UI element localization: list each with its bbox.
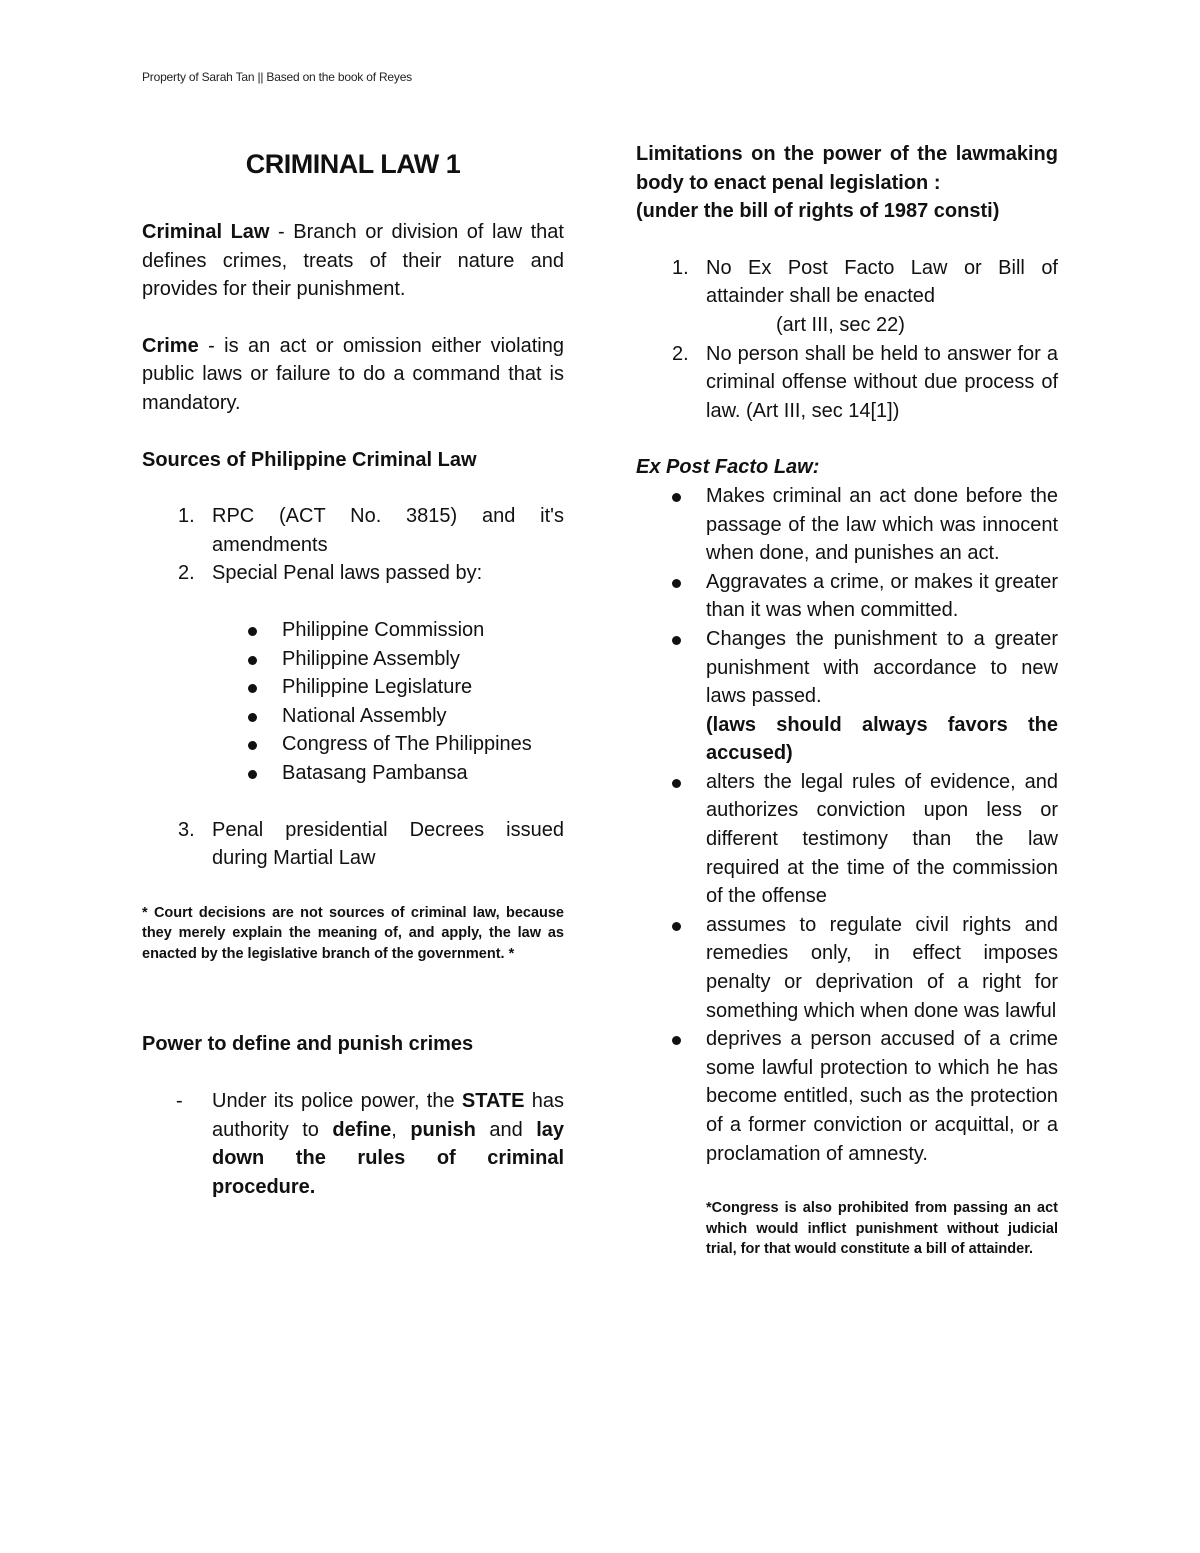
bullet-icon <box>672 579 681 588</box>
bullet-icon <box>672 493 681 502</box>
list-item-text: Batasang Pambansa <box>282 761 468 784</box>
congress-note: *Congress is also prohibited from passing an act which would inflict punishment without judicial trial, for that would constitute a bill of attainder. <box>706 1200 1058 1258</box>
bullet-icon <box>672 922 681 931</box>
left-column <box>142 140 564 1201</box>
list-item-text: RPC (ACT No. 3815) and it's amendments <box>212 505 564 556</box>
list-item <box>142 616 564 645</box>
article-reference: (art III, sec 22) <box>776 313 905 336</box>
list-item <box>636 254 1058 311</box>
list-item-text: Makes criminal an act done before the passage of the law which was innocent when done, and punishes an act. <box>706 484 1058 565</box>
criminal-law-def-text: - Branch or division of law that defines crimes, treats of their nature and provides for their punishment. <box>142 221 564 301</box>
list-item <box>142 702 564 731</box>
power-text <box>212 1090 564 1198</box>
list-item-text: Philippine Assembly <box>282 647 460 670</box>
list-item-text: assumes to regulate civil rights and remedies only, in effect imposes penalty or deprivation of a right for something which when done was lawful <box>706 913 1058 1022</box>
bullet-icon <box>248 713 257 722</box>
favor-accused-note: (laws should always favors the accused) <box>706 713 1058 765</box>
list-item-text: Changes the punishment to a greater punishment with accordance to new laws passed. <box>706 627 1058 708</box>
sources-heading: Sources of Philippine Criminal Law <box>142 448 477 471</box>
power-text-part: , <box>391 1118 411 1141</box>
list-item-text: Philippine Legislature <box>282 676 473 699</box>
list-item <box>142 645 564 674</box>
crime-term: Crime <box>142 334 199 357</box>
list-item <box>636 625 1058 711</box>
list-item-text: Special Penal laws passed by: <box>212 562 483 585</box>
criminal-law-definition <box>142 218 564 304</box>
list-number: 2. <box>178 562 195 585</box>
lay-down-term: lay down the rules of criminal procedure. <box>212 1118 564 1198</box>
list-item <box>142 1087 564 1201</box>
list-item <box>636 768 1058 911</box>
list-item-text: deprives a person accused of a crime some lawful protection to which he has become entitled, such as the protection of a former conviction or acquittal, or a proclamation of amnesty. <box>706 1028 1058 1165</box>
right-column <box>636 140 1058 1260</box>
power-text-part: has authority to <box>212 1090 564 1141</box>
list-item <box>142 502 564 559</box>
define-term: define <box>332 1118 392 1141</box>
list-item <box>636 1025 1058 1168</box>
court-decisions-note: * Court decisions are not sources of criminal law, because they merely explain the meaning of, and apply, the law as enacted by the legislative branch of the government. * <box>142 904 564 962</box>
list-item <box>142 559 564 588</box>
power-text-part: Under its police power, the <box>212 1090 462 1113</box>
list-item-text: Penal presidential Decrees issued during Martial Law <box>212 818 564 870</box>
bullet-icon <box>248 770 257 779</box>
bullet-icon <box>672 1036 681 1045</box>
list-item-text: No Ex Post Facto Law or Bill of attainder shall be enacted <box>706 256 1058 308</box>
list-item <box>142 816 564 873</box>
list-number: 1. <box>672 256 689 279</box>
list-number: 2. <box>672 342 689 365</box>
list-item <box>142 730 564 759</box>
list-item <box>142 673 564 702</box>
bullet-icon <box>248 684 257 693</box>
limitations-heading: Limitations on the power of the lawmaking body to enact penal legislation : <box>636 143 1058 194</box>
list-item-text: No person shall be held to answer for a criminal offense without due process of law. (Art III, sec 14[1]) <box>706 342 1058 422</box>
list-item-text: National Assembly <box>282 704 447 727</box>
document-title: CRIMINAL LAW 1 <box>245 149 461 179</box>
list-item <box>636 911 1058 1025</box>
list-item <box>636 568 1058 625</box>
list-item <box>636 482 1058 568</box>
bullet-icon <box>248 656 257 665</box>
crime-def-text: - is an act or omission either violating public laws or failure to do a command that is mandatory. <box>142 334 564 414</box>
bullet-icon <box>672 636 681 645</box>
ex-post-facto-heading: Ex Post Facto Law: <box>636 456 820 479</box>
list-item <box>142 759 564 788</box>
limitations-subheading: (under the bill of rights of 1987 consti) <box>636 200 1000 223</box>
dash-marker: - <box>176 1090 183 1113</box>
list-number: 1. <box>178 505 195 528</box>
state-term: STATE <box>461 1090 525 1113</box>
page-header: Property of Sarah Tan || Based on the book of Reyes <box>142 70 412 84</box>
crime-definition <box>142 332 564 418</box>
list-item-text: Aggravates a crime, or makes it greater than it was when committed. <box>706 570 1058 622</box>
list-item <box>636 340 1058 426</box>
power-text-part: and <box>475 1118 537 1141</box>
bullet-icon <box>672 779 681 788</box>
power-heading: Power to define and punish crimes <box>142 1033 474 1056</box>
list-item-text: Philippine Commission <box>282 618 485 641</box>
criminal-law-term: Criminal Law <box>142 221 270 243</box>
bullet-icon <box>248 741 257 750</box>
bullet-icon <box>248 627 257 636</box>
punish-term: punish <box>410 1118 476 1141</box>
list-number: 3. <box>178 818 195 841</box>
list-item-text: Congress of The Philippines <box>282 733 532 756</box>
list-item-text: alters the legal rules of evidence, and authorizes conviction upon less or different testimony than the law required at the time of the commission of the offense <box>706 770 1058 908</box>
